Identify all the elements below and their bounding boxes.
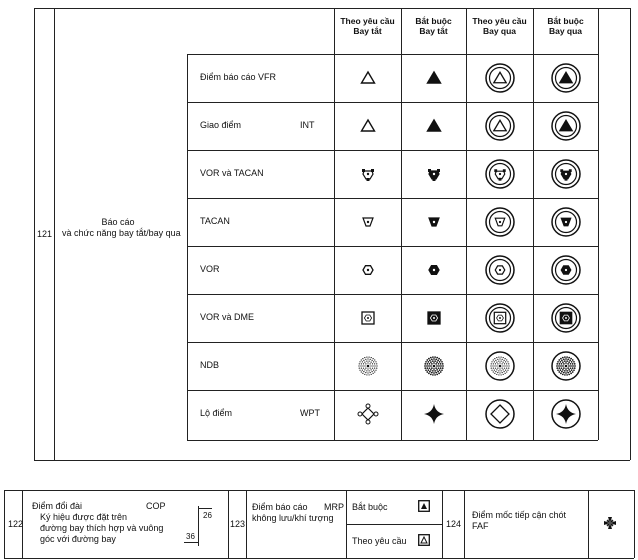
symbol-ndb-fly-by-on-request-icon [334,342,401,390]
item-123-option-2: Theo yêu cầu [352,536,407,546]
item-number-121: 121 [37,229,53,239]
header-col-2-line2: Bay tắt [419,26,448,36]
symbol-triangle-fly-over-compulsory-icon [533,102,598,150]
header-col-1-line2: Bay tắt [353,26,382,36]
item-122-desc-line1: Ký hiệu được đặt trên [40,512,127,522]
header-col-2 [401,16,466,36]
item-123-code: MRP [324,502,344,512]
symbol-triangle-fly-over-compulsory-icon [533,54,598,102]
header-col-3 [466,16,533,36]
row-label-vfr: Điểm báo cáo VFR [200,72,277,82]
row-label-waypoint: Lộ điểm [200,408,233,418]
symbol-tacan-fly-over-on-request-icon [466,198,533,246]
header-col-4 [533,16,598,36]
symbol-triangle-fly-over-on-request-icon [466,54,533,102]
cop-value-top: 26 [203,511,212,520]
symbol-ndb-fly-over-on-request-icon [466,342,533,390]
table-121-title [62,217,181,239]
symbol-vor-fly-by-on-request-icon [334,246,401,294]
faf-maltese-cross-icon [603,516,617,535]
item-122-desc-line3: góc với đường bay [40,534,116,544]
header-col-3-line2: Bay qua [482,26,517,36]
mrp-on-request-icon [418,533,430,551]
symbol-ndb-fly-over-compulsory-icon [533,342,598,390]
header-col-2-line1: Bắt buộc [415,16,452,26]
row-label-vordme: VOR và DME [200,312,255,322]
symbol-ndb-fly-by-compulsory-icon [401,342,466,390]
row-label-tacan: TACAN [200,216,230,226]
symbol-vor-fly-over-on-request-icon [466,246,533,294]
item-122-desc-line2: đường bay thích hợp và vuông [40,523,164,533]
symbol-vortac-fly-over-compulsory-icon [533,150,598,198]
symbol-vortac-fly-by-compulsory-icon [401,150,466,198]
symbol-triangle-fly-over-on-request-icon [466,102,533,150]
symbol-triangle-fly-by-compulsory-icon [401,54,466,102]
symbol-vortac-fly-over-on-request-icon [466,150,533,198]
cop-value-bottom: 36 [186,532,195,541]
symbol-vordme-fly-by-compulsory-icon [401,294,466,342]
row-code-waypoint: WPT [300,408,320,418]
header-col-4-line2: Bay qua [548,26,583,36]
row-label-vortac: VOR và TACAN [200,168,264,178]
symbol-triangle-fly-by-on-request-icon [334,54,401,102]
item-122-title: Điểm đổi đài [32,501,83,511]
row-code-int: INT [300,120,315,130]
item-122-code: COP [146,501,166,511]
symbol-vortac-fly-by-on-request-icon [334,150,401,198]
row-label-vor: VOR [200,264,220,274]
mrp-compulsory-icon [418,499,430,517]
symbol-vordme-fly-by-on-request-icon [334,294,401,342]
symbol-tacan-fly-over-compulsory-icon [533,198,598,246]
item-124-code: FAF [472,521,489,531]
item-123-subtitle: không lưu/khí tượng [252,513,334,523]
symbol-waypoint-fly-by-compulsory-icon [401,390,466,438]
header-col-4-line1: Bắt buộc [547,16,584,26]
symbol-waypoint-fly-over-compulsory-icon [533,390,598,438]
symbol-triangle-fly-by-on-request-icon [334,102,401,150]
table-121-title-line1: Báo cáo [101,217,135,227]
symbol-vor-fly-over-compulsory-icon [533,246,598,294]
symbol-triangle-fly-by-compulsory-icon [401,102,466,150]
item-123-title: Điểm báo cáo [252,502,308,512]
symbol-waypoint-fly-by-on-request-icon [334,390,401,438]
header-col-1 [334,16,401,36]
item-number-122: 122 [8,519,24,529]
symbol-vor-fly-by-compulsory-icon [401,246,466,294]
table-121-title-line2: và chức năng bay tắt/bay qua [62,228,181,238]
row-label-int: Giao điểm [200,120,242,130]
item-number-123: 123 [230,519,246,529]
header-col-3-line1: Theo yêu cầu [472,16,527,26]
item-124-title: Điểm mốc tiếp cận chót [472,510,567,520]
symbol-tacan-fly-by-on-request-icon [334,198,401,246]
symbol-tacan-fly-by-compulsory-icon [401,198,466,246]
symbol-waypoint-fly-over-on-request-icon [466,390,533,438]
row-label-ndb: NDB [200,360,220,370]
symbol-vordme-fly-over-compulsory-icon [533,294,598,342]
symbol-vordme-fly-over-on-request-icon [466,294,533,342]
header-col-1-line1: Theo yêu cầu [340,16,395,26]
item-number-124: 124 [446,519,462,529]
item-123-option-1: Bắt buộc [352,502,388,512]
